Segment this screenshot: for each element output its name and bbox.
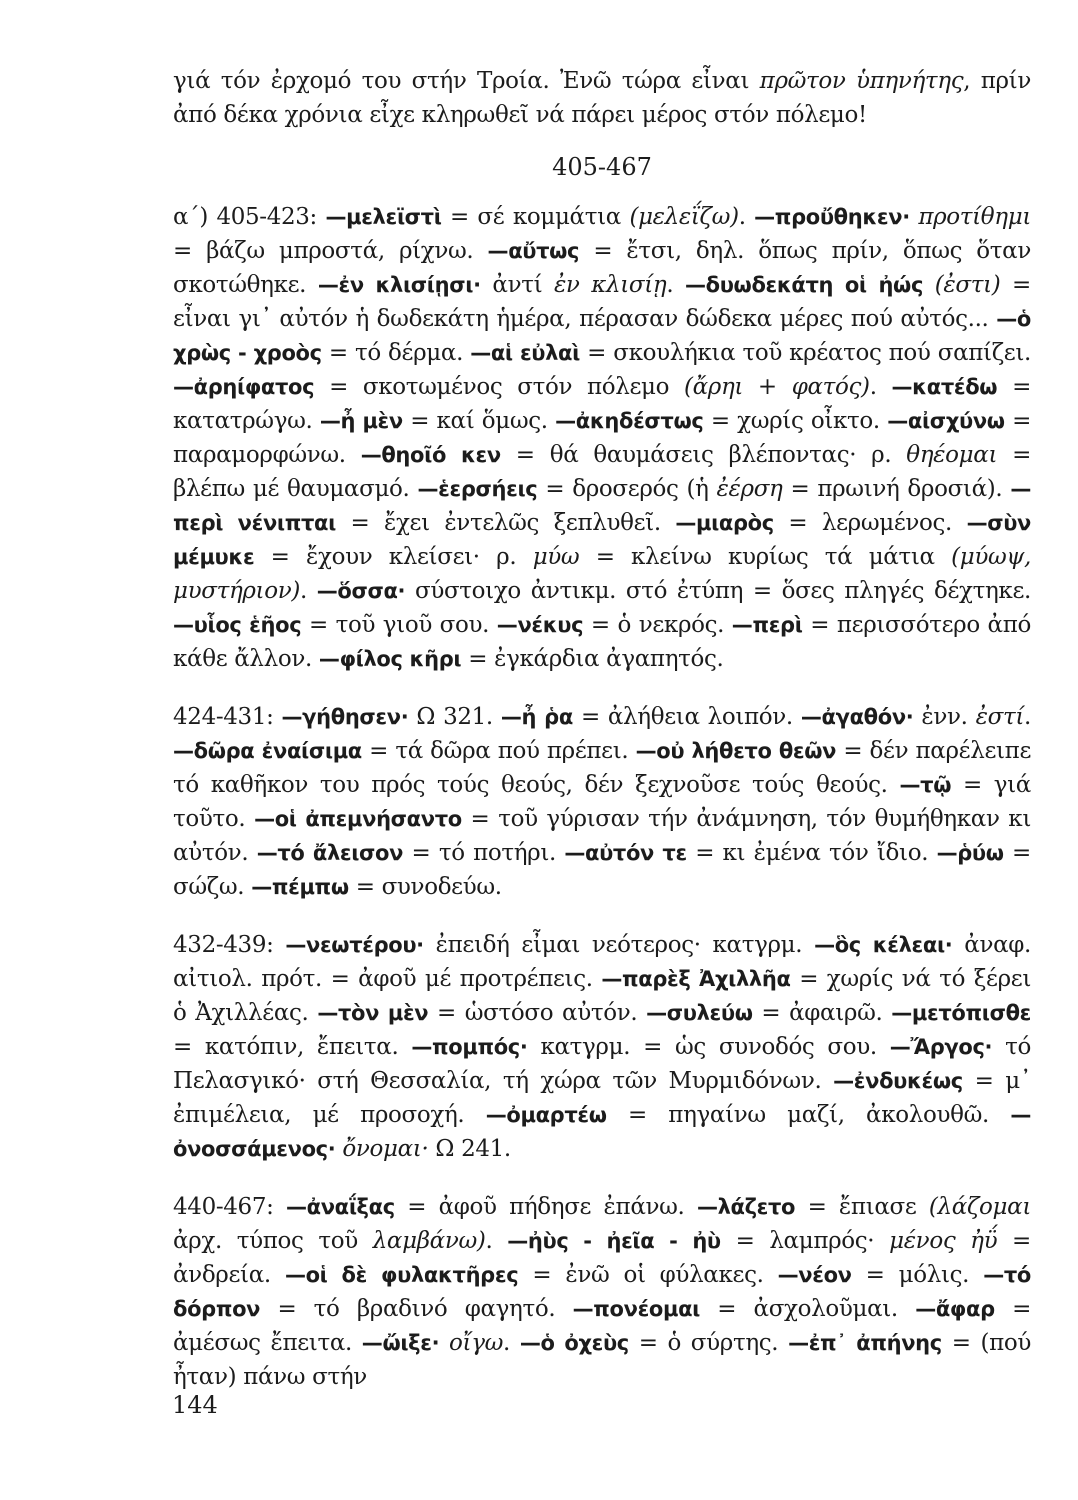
page-number: 144 bbox=[172, 1391, 218, 1419]
continuation-paragraph bbox=[173, 64, 1031, 132]
commentary-paragraph-424-431 bbox=[173, 700, 1031, 904]
paragraph-text: 440-467: —ἀναΐξας = ἀφοῦ πήδησε ἐπάνω. —λάζετο = ἔπιασε (λάζομαι ἀρχ. τύπος τοῦ λαμβάνω). —ἠὺς - ἠεῖα - ἠὺ = λαμπρός· μένος ἠΰ = ἀνδρεία. —οἱ δὲ φυλακτῆρες = ἐνῶ οἱ φύλακες. —νέον = μόλις. —τό δόρπον = τό βραδινό φαγητό. —πονέομαι = ἀσχολοῦμαι. —ἄφαρ = ἀμέσως ἔπειτα. —ὤιξε· οἴγω. —ὁ ὀχεὺς = ὁ σύρτης. —ἐπ᾿ ἀπήνης = (πού ἦταν) πάνω στήν bbox=[173, 1194, 1032, 1390]
paragraph-text: 432-439: —νεωτέρου· ἐπειδή εἶμαι νεότερος· κατγρμ. —ὃς κέλεαι· ἀναφ. αἰτιολ. πρότ. = ἀφοῦ μέ προτρέπεις. —παρὲξ Ἀχιλλῆα = χωρίς νά τό ξέρει ὁ Ἀχιλλέας. —τὸν μὲν = ὡστόσο αὐτόν. —συλεύω = ἀφαιρῶ. —μετόπισθε = κατόπιν, ἔπειτα. —πομπός· κατγρμ. = ὡς συνοδός σου. —Ἄργος· τό Πελασγικό· στή Θεσσαλία, τή χώρα τῶν Μυρμιδόνων. —ἐνδυκέως = μ᾿ ἐπιμέλεια, μέ προσοχή. —ὀμαρτέω = πηγαίνω μαζί, ἀκολουθῶ. —ὀνοσσάμενος· ὄνομαι· Ω 241. bbox=[173, 932, 1032, 1162]
commentary-paragraph-440-467 bbox=[173, 1190, 1031, 1394]
commentary-paragraph-405-423 bbox=[173, 200, 1031, 676]
paragraph-text: 424-431: —γήθησεν· Ω 321. —ἦ ῥα = ἀλήθεια λοιπόν. —ἀγαθόν· ἐνν. ἐστί. —δῶρα ἐναίσιμα = τά δῶρα πού πρέπει. —οὐ λήθετο θεῶν = δέν παρέλειπε τό καθῆκον του πρός τούς θεούς, δέν ξεχνοῦσε τούς θεούς. —τῷ = γιά τοῦτο. —οἱ ἀπεμνήσαντο = τοῦ γύρισαν τήν ἀνάμνηση, τόν θυμήθηκαν κι αὐτόν. —τό ἄλεισον = τό ποτήρι. —αὐτόν τε = κι ἐμένα τόν ἴδιο. —ῥύω = σώζω. —πέμπω = συνοδεύω. bbox=[173, 704, 1032, 900]
commentary-paragraph-432-439 bbox=[173, 928, 1031, 1166]
section-heading: 405-467 bbox=[552, 153, 652, 181]
paragraph-text: α΄) 405-423: —μελεϊστὶ = σέ κομμάτια (μελεΐζω). —προὔθηκεν· προτίθημι = βάζω μπροστά, ρίχνω. —αὔτως = ἔτσι, δηλ. ὅπως πρίν, ὅπως ὅταν σκοτώθηκε. —ἐν κλισίῃσι· ἀντί ἐν κλισίῃ. —δυωδεκάτη οἱ ἠώς (ἐστι) = εἶναι γι᾿ αὐτόν ἡ δωδεκάτη ἡμέρα, πέρασαν δώδεκα μέρες πού αὐτός... —ὁ χρὼς - χροὸς = τό δέρμα. —αἱ εὐλαὶ = σκουλήκια τοῦ κρέατος πού σαπίζει. —ἀρηίφατος = σκοτωμένος στόν πόλεμο (ἄρηι + φατός). —κατέδω = κατατρώγω. —ἦ μὲν = καί ὅμως. —ἀκηδέστως = χωρίς οἶκτο. —αἰσχύνω = παραμορφώνω. —θηοῖό κεν = θά θαυμάσεις βλέποντας· ρ. θηέομαι = βλέπω μέ θαυμασμό. —ἑερσήεις = δροσερός (ἡ ἐέρση = πρωινή δροσιά). —περὶ νένιπται = ἔχει ἐντελῶς ξεπλυθεῖ. —μιαρὸς = λερωμένος. —σὺν μέμυκε = ἔχουν κλείσει· ρ. μύω = κλείνω κυρίως τά μάτια (μύωψ, μυστήριον). —ὅσσα· σύστοιχο ἀντικμ. στό ἐτύπη = ὅσες πληγές δέχτηκε. —υἷος ἑῆος = τοῦ γιοῦ σου. —νέκυς = ὁ νεκρός. —περὶ = περισσότερο ἀπό κάθε ἄλλον. —φίλος κῆρι = ἐγκάρδια ἀγαπητός. bbox=[173, 204, 1032, 672]
paragraph-text: γιά τόν ἐρχομό του στήν Τροία. Ἐνῶ τώρα εἶναι πρῶτον ὑπηνήτης, πρίν ἀπό δέκα χρόνια εἶχε κληρωθεῖ νά πάρει μέρος στόν πόλεμο! bbox=[173, 68, 1031, 128]
